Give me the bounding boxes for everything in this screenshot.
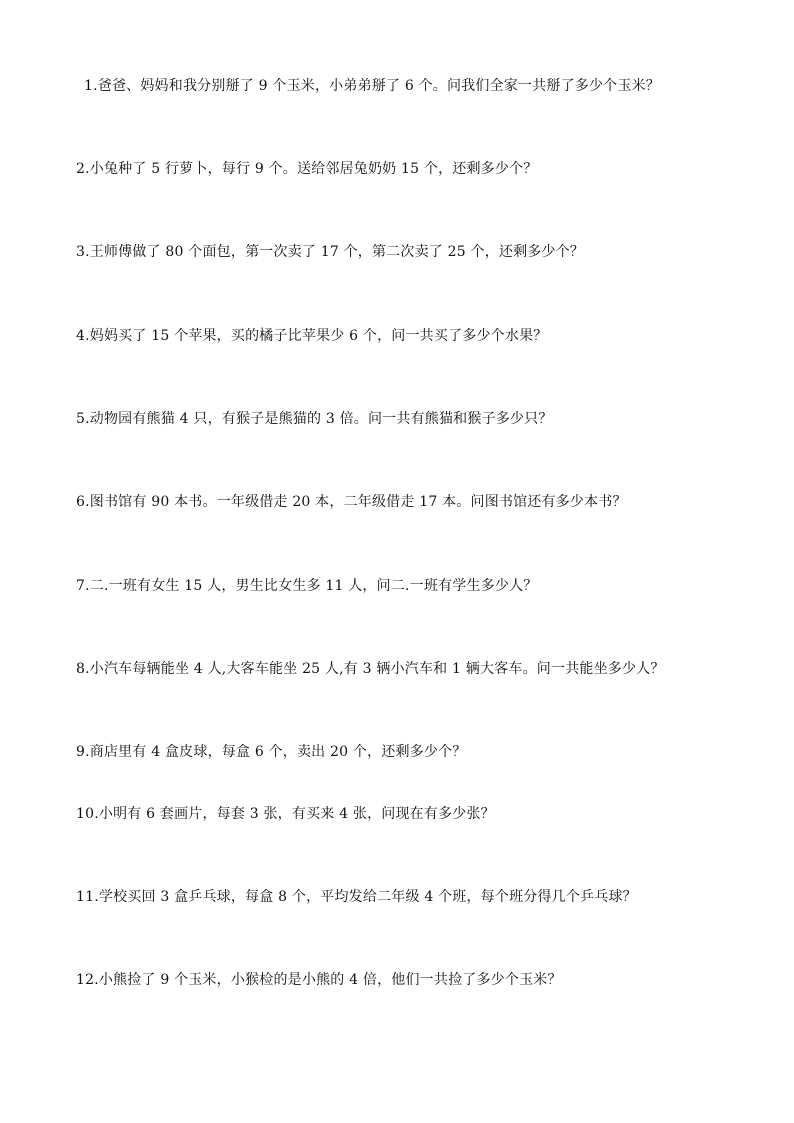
problem-11: 11.学校买回 3 盒乒乓球，每盒 8 个，平均发给二年级 4 个班，每个班分得几个乒乓球？	[76, 889, 637, 905]
problem-6: 6.图书馆有 90 本书。一年级借走 20 本，二年级借走 17 本。问图书馆还有多少本书？	[76, 494, 627, 510]
problem-5: 5.动物园有熊猫 4 只，有猴子是熊猫的 3 倍。问一共有熊猫和猴子多少只？	[76, 411, 553, 427]
problem-8: 8.小汽车每辆能坐 4 人,大客车能坐 25 人,有 3 辆小汽车和 1 辆大客车。问一共能坐多少人？	[76, 661, 665, 677]
problem-3: 3.王师傅做了 80 个面包，第一次卖了 17 个，第二次卖了 25 个，还剩多少个？	[76, 244, 585, 260]
problem-1: 1.爸爸、妈妈和我分别掰了 9 个玉米，小弟弟掰了 6 个。问我们全家一共掰了多少个玉米？	[84, 78, 660, 94]
problem-9: 9.商店里有 4 盒皮球，每盒 6 个，卖出 20 个，还剩多少个？	[76, 744, 467, 760]
problem-2: 2.小兔种了 5 行萝卜，每行 9 个。送给邻居兔奶奶 15 个，还剩多少个？	[76, 161, 538, 177]
problem-10: 10.小明有 6 套画片，每套 3 张，有买来 4 张，问现在有多少张？	[76, 806, 495, 822]
problem-12: 12.小熊捡了 9 个玉米，小猴检的是小熊的 4 倍，他们一共捡了多少个玉米？	[76, 972, 562, 988]
problem-7: 7.二.一班有女生 15 人，男生比女生多 11 人，问二.一班有学生多少人？	[76, 578, 538, 594]
problem-4: 4.妈妈买了 15 个苹果，买的橘子比苹果少 6 个，问一共买了多少个水果？	[76, 328, 548, 344]
